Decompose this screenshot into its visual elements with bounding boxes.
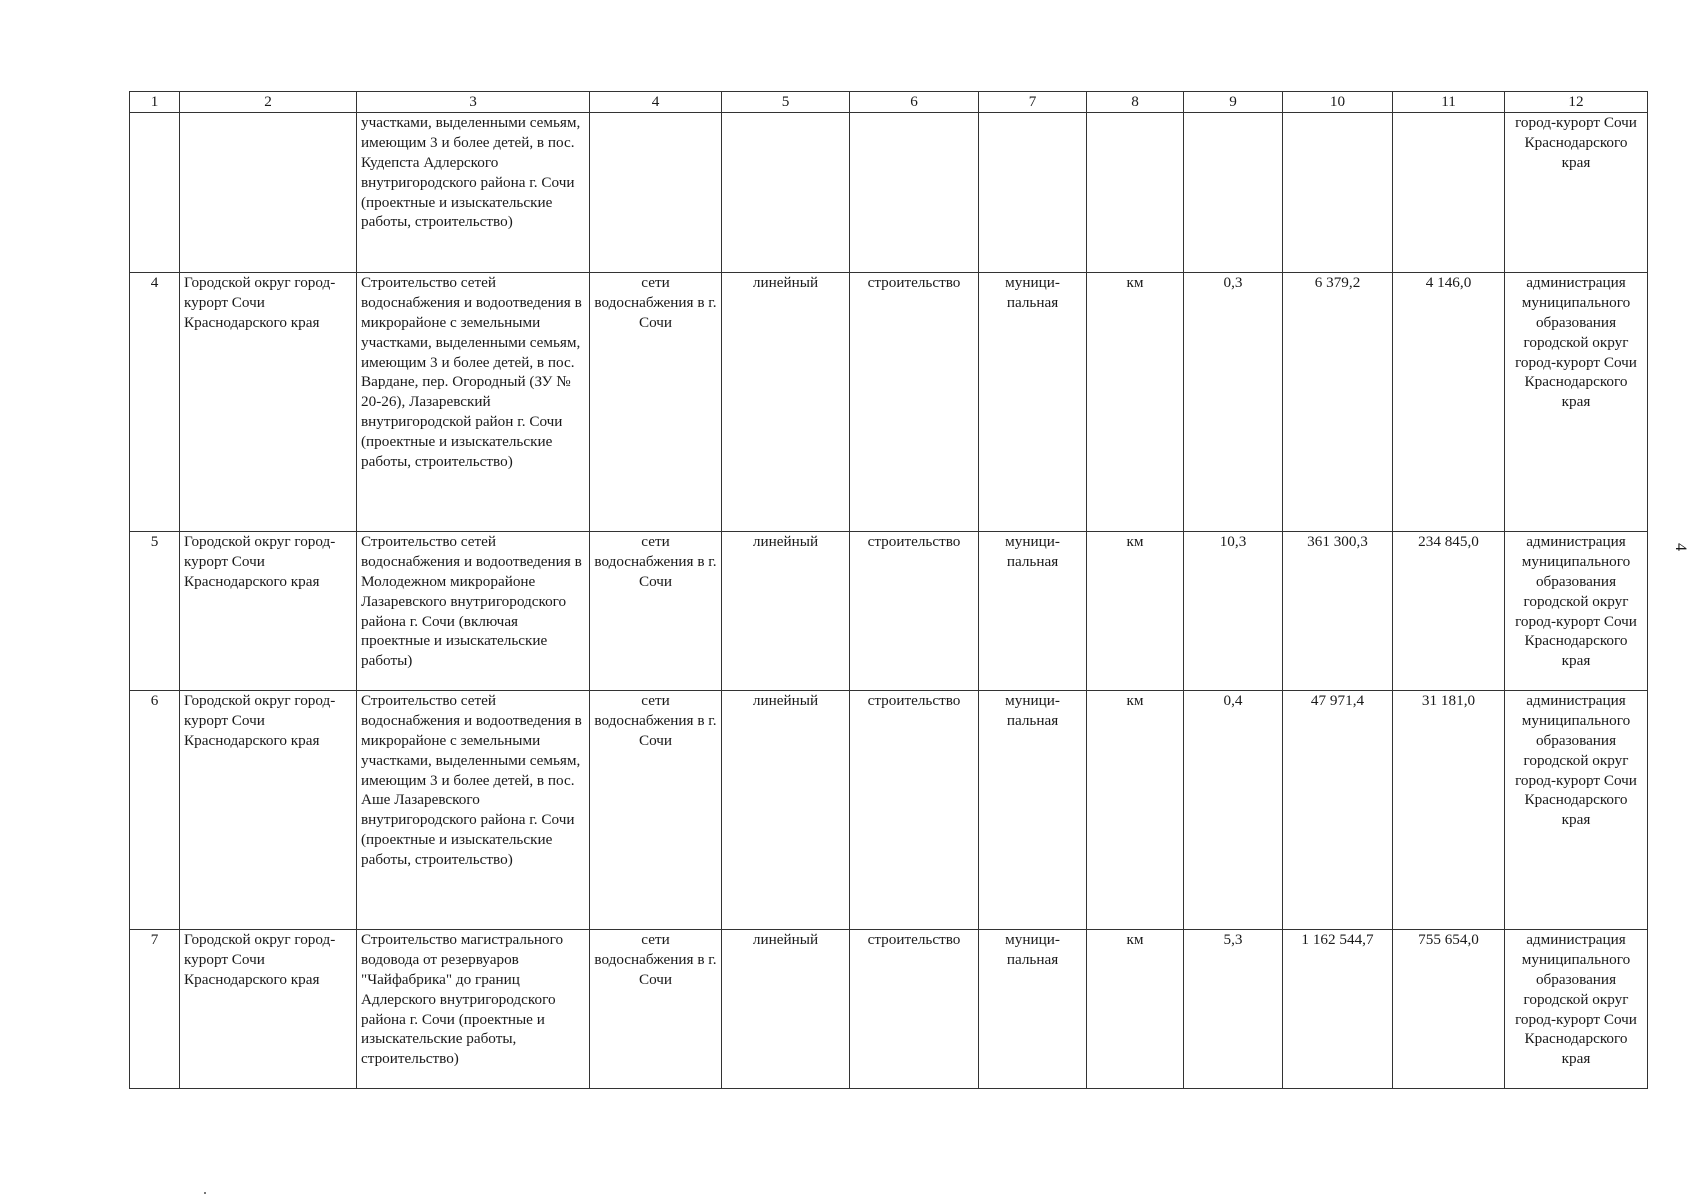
owner-cell: Городской округ город-курорт Сочи Краснодарского края bbox=[180, 531, 357, 690]
column-number: 10 bbox=[1283, 92, 1393, 113]
column-number: 12 bbox=[1505, 92, 1648, 113]
column-number: 4 bbox=[590, 92, 722, 113]
column-number: 8 bbox=[1087, 92, 1184, 113]
kind-cell: строительство bbox=[850, 272, 979, 531]
cost-budget-cell: 31 181,0 bbox=[1393, 690, 1505, 929]
quantity-cell bbox=[1184, 112, 1283, 272]
cost-budget-cell: 755 654,0 bbox=[1393, 929, 1505, 1088]
object-cell bbox=[590, 112, 722, 272]
column-number: 11 bbox=[1393, 92, 1505, 113]
owner-cell bbox=[180, 112, 357, 272]
type-cell: линейный bbox=[722, 929, 850, 1088]
column-number-row bbox=[130, 92, 1648, 113]
type-cell: линейный bbox=[722, 531, 850, 690]
description-cell: Строительство сетей водоснабжения и водоотведения в микрорайоне с земельными участками, выделенными семьям, имеющим 3 и более детей, в пос. Аше Лазаревского внутригородского района г. Сочи (проектные и изыскательские работы, строительство) bbox=[357, 690, 590, 929]
customer-cell: администрация муниципального образования городской округ город-курорт Сочи Краснодарского края bbox=[1505, 531, 1648, 690]
owner-cell: Городской округ город-курорт Сочи Краснодарского края bbox=[180, 690, 357, 929]
table-row bbox=[130, 531, 1648, 690]
ownership-cell: муници-пальная bbox=[979, 690, 1087, 929]
owner-cell: Городской округ город-курорт Сочи Краснодарского края bbox=[180, 272, 357, 531]
ownership-cell bbox=[979, 112, 1087, 272]
column-number: 6 bbox=[850, 92, 979, 113]
type-cell: линейный bbox=[722, 272, 850, 531]
ownership-cell: муници-пальная bbox=[979, 531, 1087, 690]
column-number: 9 bbox=[1184, 92, 1283, 113]
description-cell: Строительство сетей водоснабжения и водоотведения в Молодежном микрорайоне Лазаревского внутригородского района г. Сочи (включая проектные и изыскательские работы) bbox=[357, 531, 590, 690]
page-number: 4 bbox=[1672, 543, 1689, 551]
row-number: 4 bbox=[130, 272, 180, 531]
ownership-cell: муници-пальная bbox=[979, 929, 1087, 1088]
table-row bbox=[130, 929, 1648, 1088]
row-number: 5 bbox=[130, 531, 180, 690]
quantity-cell: 5,3 bbox=[1184, 929, 1283, 1088]
ownership-cell: муници-пальная bbox=[979, 272, 1087, 531]
customer-cell: администрация муниципального образования городской округ город-курорт Сочи Краснодарского края bbox=[1505, 272, 1648, 531]
customer-cell: город-курорт Сочи Краснодарского края bbox=[1505, 112, 1648, 272]
quantity-cell: 0,3 bbox=[1184, 272, 1283, 531]
unit-cell: км bbox=[1087, 272, 1184, 531]
description-cell: участками, выделенными семьям, имеющим 3 и более детей, в пос. Кудепста Адлерского внутригородского района г. Сочи (проектные и изыскательские работы, строительство) bbox=[357, 112, 590, 272]
kind-cell: строительство bbox=[850, 531, 979, 690]
cost-budget-cell bbox=[1393, 112, 1505, 272]
scan-speck bbox=[204, 1192, 206, 1194]
column-number: 5 bbox=[722, 92, 850, 113]
column-number: 7 bbox=[979, 92, 1087, 113]
cost-total-cell bbox=[1283, 112, 1393, 272]
unit-cell: км bbox=[1087, 929, 1184, 1088]
cost-budget-cell: 234 845,0 bbox=[1393, 531, 1505, 690]
row-number bbox=[130, 112, 180, 272]
unit-cell bbox=[1087, 112, 1184, 272]
owner-cell: Городской округ город-курорт Сочи Краснодарского края bbox=[180, 929, 357, 1088]
customer-cell: администрация муниципального образования городской округ город-курорт Сочи Краснодарского края bbox=[1505, 690, 1648, 929]
kind-cell: строительство bbox=[850, 929, 979, 1088]
column-number: 3 bbox=[357, 92, 590, 113]
kind-cell: строительство bbox=[850, 690, 979, 929]
object-cell: сети водоснабжения в г. Сочи bbox=[590, 929, 722, 1088]
customer-cell: администрация муниципального образования городской округ город-курорт Сочи Краснодарского края bbox=[1505, 929, 1648, 1088]
unit-cell: км bbox=[1087, 690, 1184, 929]
object-cell: сети водоснабжения в г. Сочи bbox=[590, 690, 722, 929]
column-number: 2 bbox=[180, 92, 357, 113]
projects-table bbox=[129, 91, 1648, 1089]
quantity-cell: 0,4 bbox=[1184, 690, 1283, 929]
description-cell: Строительство сетей водоснабжения и водоотведения в микрорайоне с земельными участками, выделенными семьям, имеющим 3 и более детей, в пос. Вардане, пер. Огородный (ЗУ № 20-26), Лазаревский внутригородской район г. Сочи (проектные и изыскательские работы, строительство) bbox=[357, 272, 590, 531]
kind-cell bbox=[850, 112, 979, 272]
cost-total-cell: 1 162 544,7 bbox=[1283, 929, 1393, 1088]
description-cell: Строительство магистрального водовода от резервуаров "Чайфабрика" до границ Адлерского внутригородского района г. Сочи (проектные и изыскательские работы, строительство) bbox=[357, 929, 590, 1088]
row-number: 7 bbox=[130, 929, 180, 1088]
type-cell bbox=[722, 112, 850, 272]
table-row bbox=[130, 272, 1648, 531]
object-cell: сети водоснабжения в г. Сочи bbox=[590, 531, 722, 690]
type-cell: линейный bbox=[722, 690, 850, 929]
row-number: 6 bbox=[130, 690, 180, 929]
cost-total-cell: 361 300,3 bbox=[1283, 531, 1393, 690]
object-cell: сети водоснабжения в г. Сочи bbox=[590, 272, 722, 531]
cost-budget-cell: 4 146,0 bbox=[1393, 272, 1505, 531]
cost-total-cell: 47 971,4 bbox=[1283, 690, 1393, 929]
table-row bbox=[130, 112, 1648, 272]
quantity-cell: 10,3 bbox=[1184, 531, 1283, 690]
table-row bbox=[130, 690, 1648, 929]
column-number: 1 bbox=[130, 92, 180, 113]
cost-total-cell: 6 379,2 bbox=[1283, 272, 1393, 531]
unit-cell: км bbox=[1087, 531, 1184, 690]
